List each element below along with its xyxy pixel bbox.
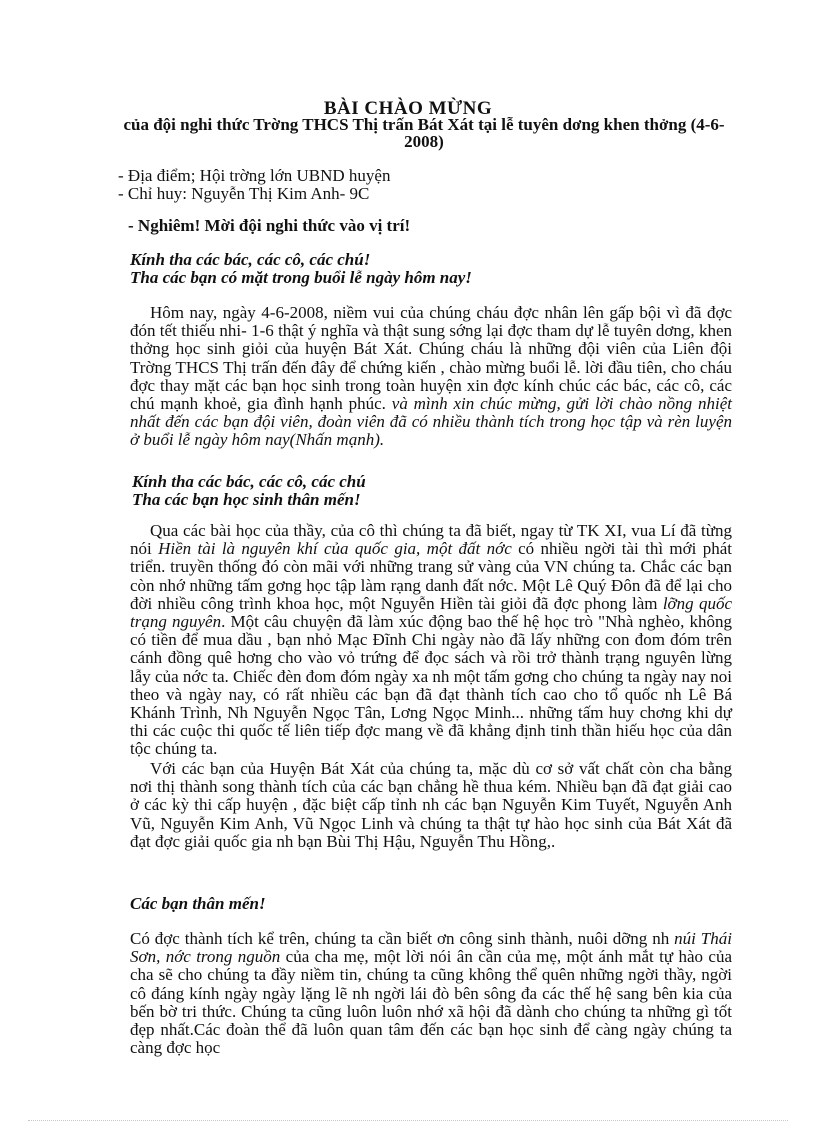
commander-line: - Chỉ huy: Nguyễn Thị Kim Anh- 9C <box>118 184 370 203</box>
paragraph-achievements: Với các bạn của Huyện Bát Xát của chúng ta, mặc dù cơ sở vất chất còn cha bằng nơi thị thành song thành tích của các bạn chẳng hề thua kém. Nhiều bạn đã đạt giải cao ở các kỳ thi cấp huyện , đặc biệt cấp tỉnh nh các bạn Nguyễn Kim Tuyết, Nguyễn Anh Vũ, Nguyễn Kim Anh, Vũ Ngọc Linh và chúng ta thật tự hào học sinh của Bát Xát đã đạt đợc giải quốc gia nh bạn Bùi Thị Hậu, Nguyễn Thu Hồng,. <box>130 759 732 851</box>
greeting-1-line-2: Tha các bạn có mặt trong buổi lễ ngày hôm nay! <box>130 268 472 287</box>
paragraph-tradition <box>130 522 732 759</box>
paragraph-tradition-text-1: Qua các bài học của thầy, của cô thì chúng ta đã biết, ngay từ TK XI, vua Lí đã từng nói <box>130 521 732 559</box>
greeting-2-line-1: Kính tha các bác, các cô, các chú <box>132 472 366 491</box>
page-bottom-dotted-rule <box>28 1120 788 1121</box>
paragraph-opening-italic: và mình xin chúc mừng, gửi lời chào nồng nhiệt nhất đến các bạn đội viên, đoàn viên đã có nhiều thành tích trong học tập và rèn luyện ở buổi lễ ngày hôm nay(Nhấn mạnh). <box>130 394 733 450</box>
paragraph-tradition-text-2: có nhiều ngời tài thì mới phát triển. truyền thống đó còn mãi với những trang sử vàng của VN chúng ta. Chắc các bạn còn nhớ những tấm gơng học tập làm rạng danh đất nớc. Một Lê Quý Đôn đã để lại cho đời nhiều công trình khoa học, một Nguyễn Hiền tài giỏi đã đợc phong làm <box>130 539 732 613</box>
paragraph-gratitude-text-1: Có đợc thành tích kể trên, chúng ta cần biết ơn công sinh thành, nuôi dỡng nh <box>130 929 675 948</box>
location-line: - Địa điểm; Hội trờng lớn UBND huyện <box>118 166 391 185</box>
document-title: BÀI CHÀO MỪNG <box>323 98 493 119</box>
paragraph-tradition-italic-2: lỡng quốc trạng nguyên <box>130 593 732 632</box>
paragraph-tradition-italic-1: Hiền tài là nguyên khí của quốc gia, một đất nớc <box>158 539 512 559</box>
paragraph-gratitude <box>130 930 732 1057</box>
paragraph-gratitude-text-2: của cha mẹ, một lời nói ân cần của mẹ, một ánh mắt tự hào của cha sẽ cho chúng ta đầy niềm tin, chúng ta cũng không thể quên những ngời thầy, ngời cô đáng kính ngày ngày lặng lẽ nh ngời lái đò bên sông đa các thế hệ sang bên kia của bến bờ tri thức. Chúng ta cũng luôn luôn nhớ xã hội đã dành cho chúng ta những gì tốt đẹp nhất.Các đoàn thể đã luôn quan tâm đến các bạn học sinh để càng ngày chúng ta càng đợc học <box>130 947 732 1058</box>
greeting-2-line-2: Tha các bạn học sinh thân mến! <box>132 490 361 509</box>
command-line: - Nghiêm! Mời đội nghi thức vào vị trí! <box>128 216 411 235</box>
paragraph-opening <box>130 304 732 450</box>
paragraph-gratitude-italic: núi Thái Sơn, nớc trong nguồn <box>130 929 732 967</box>
document-subtitle: của đội nghi thức Trờng THCS Thị trấn Bát Xát tại lễ tuyên dơng khen thởng (4-6-2008) <box>123 115 725 151</box>
greeting-3-line: Các bạn thân mến! <box>130 894 266 913</box>
paragraph-opening-text: Hôm nay, ngày 4-6-2008, niềm vui của chúng cháu đợc nhân lên gấp bội vì đã đợc đón tết thiếu nhi- 1-6 thật ý nghĩa và thật sung sớng lại đợc tham dự lễ tuyên dơng, khen thởng học sinh giỏi của huyện Bát Xát. Chúng cháu là những đội viên của Liên đội Trờng THCS Thị trấn đến đây để chứng kiến , chào mừng buổi lễ. lời đầu tiên, cho cháu đợc thay mặt các bạn học sinh trong toàn huyện xin đợc kính chúc các bác, các cô, các chú mạnh khoẻ, gia đình hạnh phúc. <box>130 303 732 414</box>
paragraph-tradition-text-3: . Một câu chuyện đã làm xúc động bao thế hệ học trò "Nhà nghèo, không có tiền để mua dầu , bạn nhỏ Mạc Đĩnh Chi ngày nào đã lấy những con đom đóm trên cánh đồng quê hơng cho vào vỏ trứng để đọc sách và rồi trở thành trạng nguyên lừng lẫy của nớc ta. Chiếc đèn đom đóm ngày xa nh một tấm gơng cho chúng ta ngày nay noi theo và ngày nay, có rất nhiều các bạn đã đạt thành tích cao cho tổ quốc nh Lê Bá Khánh Trình, Nh Nguyễn Ngọc Tân, Lơng Ngọc Minh... những tấm huy chơng khi dự thi các cuộc thi quốc tế liên tiếp đợc mang về đã khẳng định tinh thần hiếu học của dân tộc chúng ta. <box>130 612 732 759</box>
greeting-1-line-1: Kính tha các bác, các cô, các chú! <box>130 250 371 269</box>
